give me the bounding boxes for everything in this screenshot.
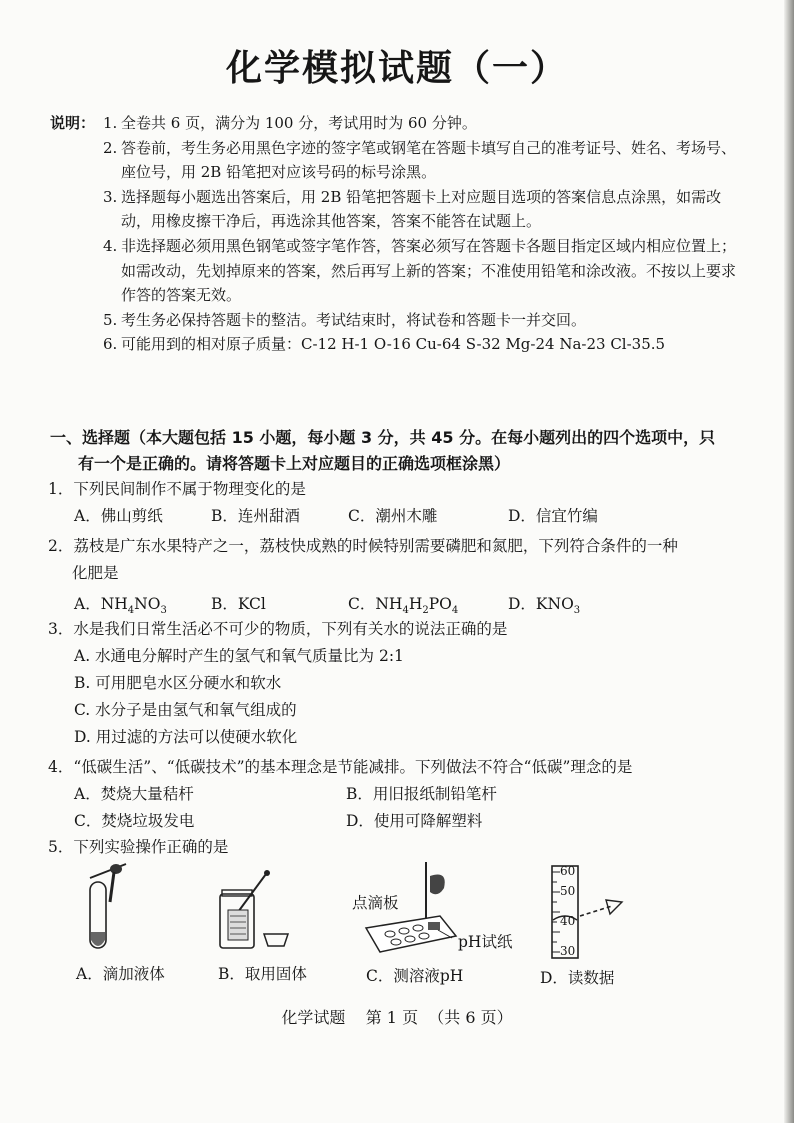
question-1 [48,476,768,530]
option-d: D．信宜竹编 [508,507,598,525]
instruction-item: 3. 选择题每小题选出答案后，用 2B 铅笔把答题卡上对应题目选项的答案信息点涂黑，如需改动，用橡皮擦干净后，再选涂其他答案，答案不能答在试题上。 [103,187,722,231]
spot-plate-label: 点滴板 [352,894,399,912]
tick-label-40: 40 [560,914,576,928]
option-a: A. 水通电分解时产生的氢气和氧气质量比为 2:1 [74,647,404,665]
page-footer: 化学试题 第 1 页 （共 6 页） [281,1008,513,1027]
option-c: C．测溶液pH [366,967,464,985]
option-b: B．连州甜酒 [211,507,300,525]
options-row [48,781,768,808]
tick-label-50: 50 [560,884,576,898]
instruction-item-atomic-masses: 6. 可能用到的相对原子质量：C-12 H-1 O-16 Cu-64 S-32 Mg-24 Na-23 Cl-35.5 [103,335,666,354]
option-c: C. 水分子是由氢气和氧气组成的 [74,701,297,719]
graduated-cylinder-figure [540,862,630,962]
exam-title: 化学模拟试题（一） [225,48,568,89]
instruction-item: 5. 考生务必保持答题卡的整洁。考试结束时，将试卷和答题卡一并交回。 [103,310,587,329]
option-d: D. 用过滤的方法可以使硬水软化 [74,728,298,746]
instruction-item: 1. 全卷共 6 页，满分为 100 分，考试用时为 60 分钟。 [103,114,477,132]
section-heading [50,425,775,477]
option-a: A．$NH_4NO_3$ [74,595,167,617]
question-2 [48,533,768,624]
option-c: C．潮州木雕 [348,507,438,525]
option-c: C．焚烧垃圾发电 [74,812,195,830]
dropper-test-tube-figure [80,862,140,954]
question-5 [48,834,768,861]
jar-spoon-figure [212,866,298,954]
option-c: C．$NH_4H_2PO_4$ [348,595,459,617]
question-stem: 5．下列实验操作正确的是 [48,838,229,856]
option-b: B．取用固体 [218,965,307,983]
option-a: A．滴加液体 [76,965,165,983]
tick-label-30: 30 [560,944,576,958]
option-b: B. 可用肥皂水区分硬水和软水 [74,674,282,692]
question-stem-line2: 化肥是 [72,564,119,582]
options-row [48,503,768,530]
instruction-item: 4. 非选择题必须用黑色钢笔或签字笔作答，答案必须写在答题卡各题目指定区域内相应位置上；如需改动，先划掉原来的答案，然后再写上新的答案；不准使用铅笔和涂改液。不按以上要求作答的答案无效。 [103,236,737,305]
instruction-item: 2. 答卷前，考生务必用黑色字迹的签字笔或钢笔在答题卡填写自己的准考证号、姓名、考场号、座位号，用 2B 铅笔把对应该号码的标号涂黑。 [103,138,737,182]
options-row [48,808,768,835]
scan-edge-shadow [784,0,794,1123]
question-4 [48,754,768,835]
question-stem-line1: 2．荔枝是广东水果特产之一，荔枝快成熟的时候特别需要磷肥和氮肥，下列符合条件的一种 [48,537,678,555]
tick-label-60: 60 [560,864,576,878]
option-a: A．焚烧大量秸杆 [74,785,194,803]
instructions-label: 说明： [50,114,96,132]
question-stem: 4．“低碳生活”、“低碳技术”的基本理念是节能减排。下列做法不符合“低碳”理念的是 [48,758,633,776]
question-stem: 1．下列民间制作不属于物理变化的是 [48,480,306,498]
option-b: B．用旧报纸制铅笔杆 [346,785,497,803]
section-heading-line1: 一、选择题（本大题包括 15 小题，每小题 3 分，共 45 分。在每小题列出的四个选项中，只 [50,428,716,447]
instructions [50,111,750,357]
option-a: A．佛山剪纸 [74,507,163,525]
question-stem: 3．水是我们日常生活必不可少的物质，下列有关水的说法正确的是 [48,620,508,638]
section-heading-line2: 有一个是正确的。请将答题卡上对应题目的正确选项框涂黑） [78,454,511,473]
option-b: B．KCl [211,595,266,613]
option-d: D．读数据 [540,969,615,987]
ph-paper-label: pH试纸 [458,933,513,951]
question-3 [48,616,768,751]
option-d: D．$KNO_3$ [508,595,581,617]
option-d: D．使用可降解塑料 [346,812,483,830]
